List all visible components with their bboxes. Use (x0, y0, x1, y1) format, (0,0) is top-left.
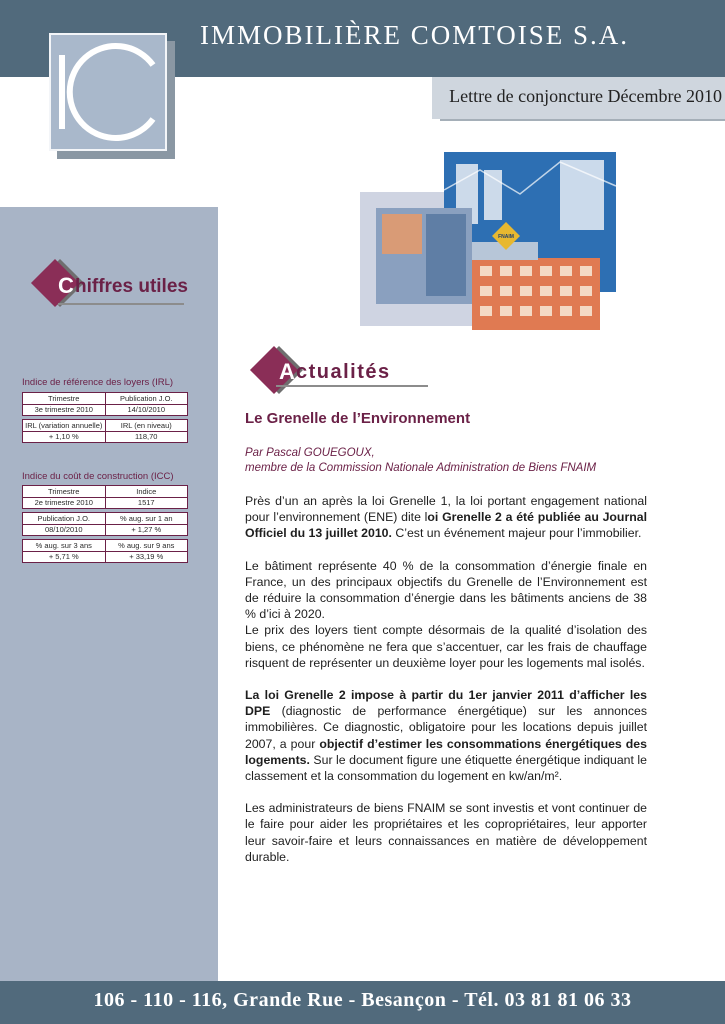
table-row (23, 551, 188, 563)
table-cell: + 1,10 % (23, 431, 106, 443)
heading-underline (58, 303, 184, 305)
paragraph-emphasis: oi Grenelle 2 a été publiée au Journal Officiel du 13 juillet 2010. (245, 510, 647, 541)
heading-underline (276, 385, 428, 387)
table-cell: Indice (105, 486, 188, 498)
table-cell: 14/10/2010 (105, 404, 188, 416)
paragraph-text: (diagnostic de performance énergétique) sur les annonces immobilières. Ce diagnostic, obligatoire pour les locations depuis juillet 2007, a pour (245, 704, 647, 751)
irl-table (22, 392, 188, 443)
table-row (23, 404, 188, 416)
paragraph: Le prix des loyers tient compte désormais de la qualité d’isolation des biens, ce phénomène ne fera que s’accentuer, car les frais de chauffage risquent de représenter un deuxième loyer pour les logements mal isolés. (245, 623, 647, 670)
paragraph-text: Près d’un an après la loi Grenelle 1, la loi portant engagement national pour l’environnement (ENE) dite l (245, 494, 647, 525)
fnaim-badge-text: FNAIM (498, 234, 514, 240)
table-row (23, 513, 188, 525)
table-cell: Publication J.O. (23, 513, 106, 525)
paragraph: Les administrateurs de biens FNAIM se sont investis et vont continuer de le faire pour aider les propriétaires et les copropriétaires, leur apporter leur savoir-faire et leurs connaissances en matière de développement durable. (245, 801, 647, 864)
paragraph-text: Sur le document figure une étiquette énergétique indiquant le classement et la consommation du logement en kw/an/m². (245, 752, 647, 784)
paragraph (245, 493, 647, 542)
heading-text: ctualités (296, 361, 391, 383)
table-cell: 2e trimestre 2010 (23, 497, 106, 509)
sidebar (0, 207, 218, 982)
icc-table (22, 485, 188, 563)
table-row (23, 431, 188, 443)
byline-author: Par Pascal GOUEGOUX, (245, 447, 375, 459)
table-row (23, 393, 188, 405)
paragraph (245, 687, 647, 784)
table-cell: Trimestre (23, 486, 106, 498)
article-byline (245, 446, 596, 476)
footer-address: 106 - 110 - 116, Grande Rue - Besançon - Tél. 03 81 81 06 33 (93, 989, 632, 1011)
newsletter-subtitle: Lettre de conjoncture Décembre 2010 (449, 86, 722, 106)
buildings-photo-collage (360, 150, 618, 332)
table-cell: Trimestre (23, 393, 106, 405)
logo-letters: IC (108, 95, 109, 96)
table-cell: IRL (variation annuelle) (23, 420, 106, 432)
table-row (23, 497, 188, 509)
table-row (23, 486, 188, 498)
table-cell: % aug. sur 3 ans (23, 540, 106, 552)
company-logo (49, 33, 167, 151)
paragraph: Le bâtiment représente 40 % de la consommation d’énergie finale en France, un des principaux objectifs du Grenelle de l’Environnement est de réduire la consommation d’énergie dans les bâtiments anciens de 38 % d’ici à 2020. (245, 558, 647, 622)
heading-initial: C (58, 273, 74, 298)
table-cell: IRL (en niveau) (105, 420, 188, 432)
table-cell: % aug. sur 1 an (105, 513, 188, 525)
table-row (23, 540, 188, 552)
table-cell: % aug. sur 9 ans (105, 540, 188, 552)
icc-title: Indice du coût de construction (ICC) (22, 471, 174, 482)
heading-text: hiffres utiles (75, 276, 188, 297)
byline-role: membre de la Commission Nationale Administration de Biens FNAIM (245, 462, 597, 474)
paragraph-emphasis: objectif d’estimer les consommations énergétiques des logements. (245, 736, 647, 767)
article-title: Le Grenelle de l’Environnement (245, 410, 471, 427)
article-body (245, 493, 647, 865)
table-cell: 118,70 (105, 431, 188, 443)
table-row (23, 420, 188, 432)
table-cell: 3e trimestre 2010 (23, 404, 106, 416)
paragraph-text: C’est un événement majeur pour l’immobilier. (391, 526, 642, 541)
table-row (23, 524, 188, 536)
irl-title: Indice de référence des loyers (IRL) (22, 377, 174, 388)
table-cell: 1517 (105, 497, 188, 509)
table-cell: Publication J.O. (105, 393, 188, 405)
heading-initial: A (279, 359, 295, 384)
table-cell: + 1,27 % (105, 524, 188, 536)
table-cell: + 5,71 % (23, 551, 106, 563)
table-cell: 08/10/2010 (23, 524, 106, 536)
paragraph-emphasis: La loi Grenelle 2 impose à partir du 1er janvier 2011 d’afficher les DPE (245, 688, 647, 719)
company-name: IMMOBILIÈRE COMTOISE S.A. (200, 20, 630, 50)
logo-mark (51, 35, 165, 149)
table-cell: + 33,19 % (105, 551, 188, 563)
